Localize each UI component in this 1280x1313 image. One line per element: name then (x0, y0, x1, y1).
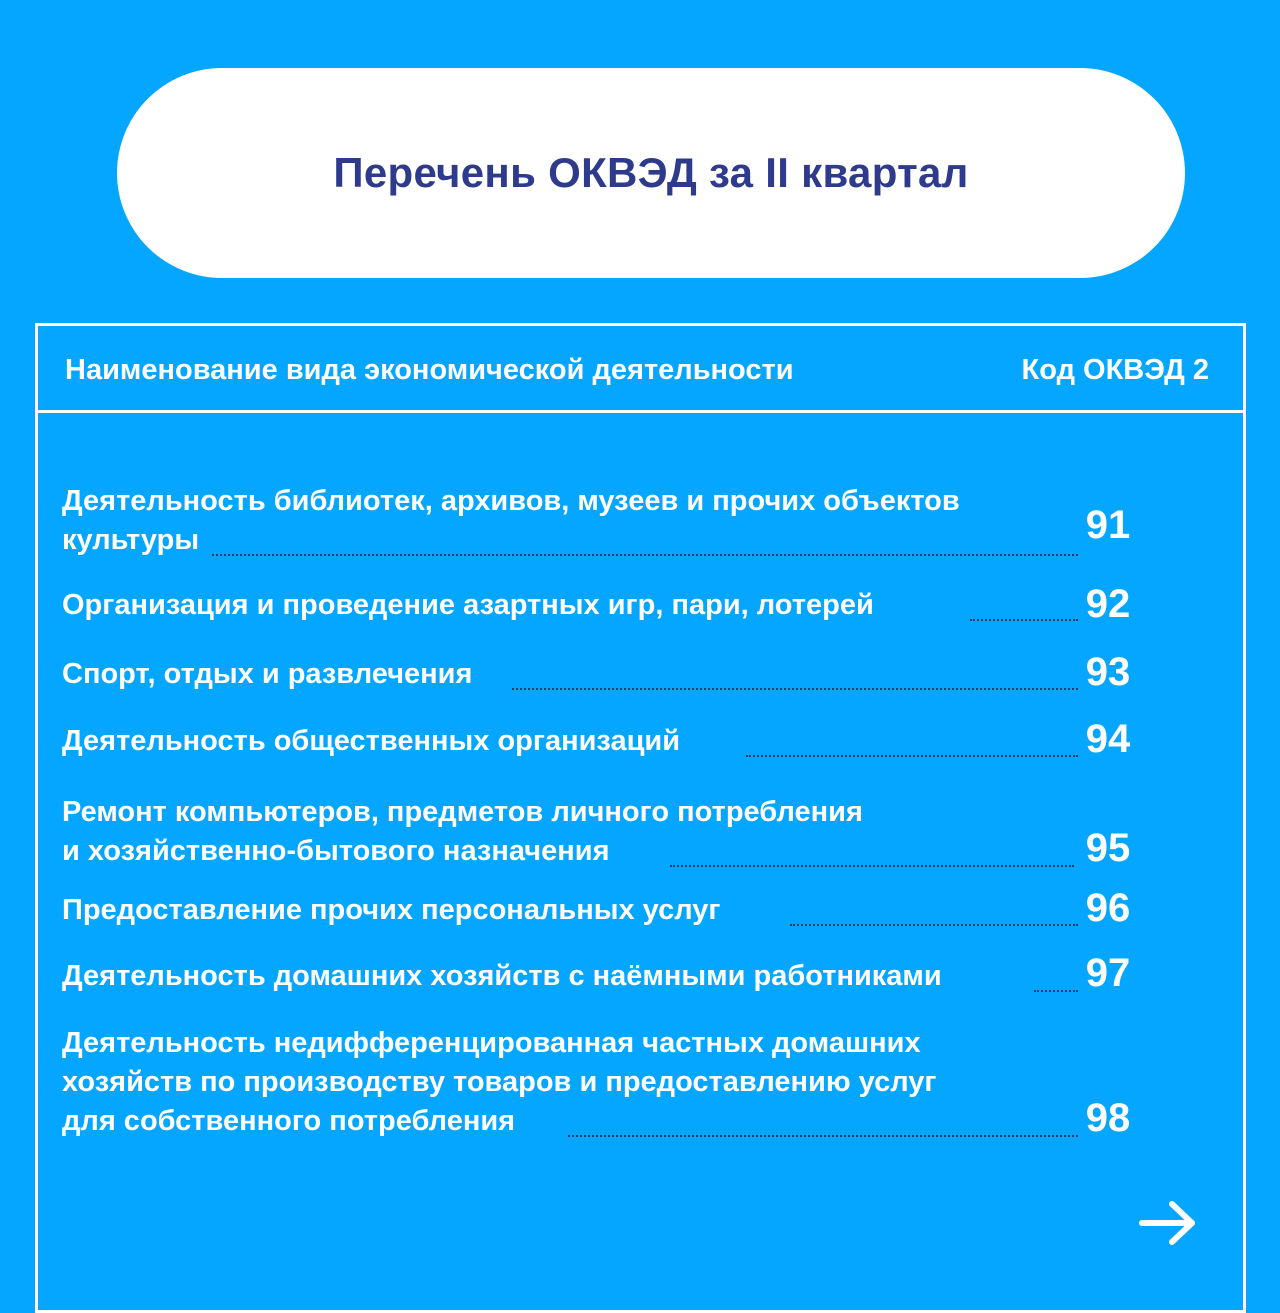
row-label: Спорт, отдых и развлечения (62, 658, 473, 690)
okved-code: 97 (1085, 951, 1131, 995)
table-row (62, 1024, 1082, 1141)
page-title: Перечень ОКВЭД за II квартал (333, 149, 969, 196)
table-row (62, 793, 1082, 871)
row-label: Организация и проведение азартных игр, пари, лотерей (62, 589, 874, 621)
row-label: Предоставление прочих персональных услуг (62, 894, 721, 926)
table-row (62, 655, 1082, 694)
okved-code: 93 (1085, 650, 1131, 694)
okved-code: 92 (1085, 582, 1131, 626)
dotted-leader (670, 865, 1074, 867)
table-row (62, 891, 1082, 930)
dotted-leader (970, 619, 1078, 621)
header-okved-code: Код ОКВЭД 2 (1021, 354, 1209, 386)
table-row (62, 722, 1082, 761)
table-header (38, 326, 1243, 413)
dotted-leader (568, 1135, 1078, 1137)
row-label: Деятельность общественных организаций (62, 725, 681, 757)
table-row (62, 586, 1082, 625)
dotted-leader (212, 554, 1078, 556)
table-row (62, 482, 1082, 560)
row-label: Деятельность домашних хозяйств с наёмными работниками (62, 960, 942, 992)
dotted-leader (790, 924, 1078, 926)
header-activity-name: Наименование вида экономической деятельности (65, 354, 794, 386)
dotted-leader (746, 755, 1078, 757)
dotted-leader (512, 688, 1078, 690)
row-label: Деятельность библиотек, архивов, музеев и прочих объектов культуры (62, 485, 960, 556)
table-row (62, 957, 1082, 996)
row-label: Ремонт компьютеров, предметов личного потребления и хозяйственно-бытового назначения (62, 796, 863, 867)
okved-code: 95 (1085, 826, 1131, 870)
okved-code: 94 (1085, 717, 1131, 761)
arrow-right-icon[interactable] (1138, 1198, 1198, 1248)
okved-code: 98 (1085, 1096, 1131, 1140)
row-label: Деятельность недифференцированная частных домашних хозяйств по производству товаров и предоставлению услуг для собственного потребления (62, 1027, 937, 1137)
title-banner (117, 68, 1185, 278)
okved-code: 91 (1085, 503, 1131, 547)
okved-code: 96 (1085, 886, 1131, 930)
